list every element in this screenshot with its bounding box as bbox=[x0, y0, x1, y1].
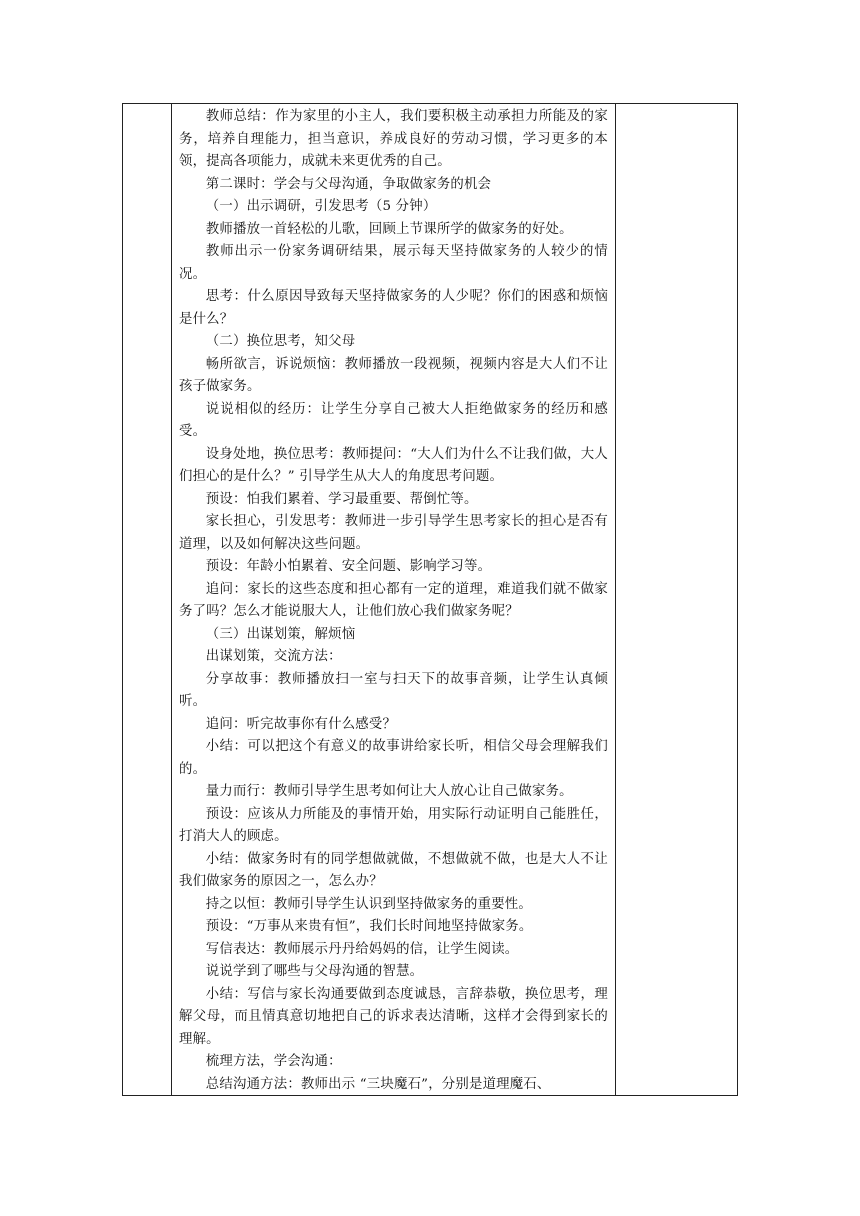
paragraph-section-one-heading: （一）出示调研，引发思考（5 分钟） bbox=[205, 199, 437, 214]
paragraph-section-three-heading: （三）出谋划策，解烦恼 bbox=[205, 626, 356, 642]
table-column-divider-right bbox=[615, 104, 616, 1095]
paragraph-preset-4: 预设：“万事从来贵有恒”，我们长时间地坚持做家务。 bbox=[205, 919, 533, 934]
paragraph-teacher-summary: 教师总结：作为家里的小主人，我们要积极主动承担力所能及的家务，培养自理能力，担当意识，养成良好的劳动习惯，学习更多的本领，提高各项能力，成就未来更优秀的自己。 bbox=[179, 109, 608, 169]
paragraph-act-within-ability: 量力而行：教师引导学生思考如何让大人放心让自己做家务。 bbox=[205, 784, 573, 799]
paragraph-show-survey: 教师出示一份家务调研结果，展示每天坚持做家务的人较少的情况。 bbox=[179, 244, 608, 282]
lesson-plan-table bbox=[122, 103, 738, 1096]
paragraph-preset-2: 预设：年龄小怕累着、安全问题、影响学习等。 bbox=[205, 559, 492, 574]
paragraph-write-letter: 写信表达：教师展示丹丹给妈妈的信，让学生阅读。 bbox=[205, 941, 519, 957]
paragraph-play-song: 教师播放一首轻松的儿歌，回顾上节课所学的做家务的好处。 bbox=[205, 221, 573, 237]
paragraph-three-magic-stones: 总结沟通方法：教师出示 “三块魔石”，分别是道理魔石、 bbox=[205, 1076, 551, 1092]
paragraph-second-lesson-title: 第二课时：学会与父母沟通，争取做家务的机会 bbox=[205, 176, 492, 192]
paragraph-exchange-methods: 出谋划策，交流方法： bbox=[205, 649, 342, 664]
paragraph-communication-wisdom: 说说学到了哪些与父母沟通的智慧。 bbox=[205, 964, 424, 979]
paragraph-summary-story: 小结：可以把这个有意义的故事讲给家长听，相信父母会理解我们的。 bbox=[179, 739, 608, 777]
paragraph-parent-worries: 家长担心，引发思考：教师进一步引导学生思考家长的担心是否有道理，以及如何解决这些问题。 bbox=[179, 514, 608, 552]
paragraph-similar-experience: 说说相似的经历：让学生分享自己被大人拒绝做家务的经历和感受。 bbox=[179, 401, 608, 439]
paragraph-preset-3: 预设：应该从力所能及的事情开始，用实际行动证明自己能胜任，打消大人的顾虑。 bbox=[179, 806, 608, 844]
paragraph-persevere: 持之以恒：教师引导学生认识到坚持做家务的重要性。 bbox=[205, 896, 532, 912]
paragraph-share-story: 分享故事：教师播放扫一室与扫天下的故事音频，让学生认真倾听。 bbox=[179, 671, 608, 709]
paragraph-share-troubles: 畅所欲言，诉说烦恼：教师播放一段视频，视频内容是大人们不让孩子做家务。 bbox=[179, 356, 608, 394]
paragraph-think-question: 思考：什么原因导致每天坚持做家务的人少呢？你们的困惑和烦恼是什么？ bbox=[179, 289, 608, 327]
paragraph-section-two-heading: （二）换位思考，知父母 bbox=[205, 334, 356, 349]
paragraph-follow-up-question: 追问：家长的这些态度和担心都有一定的道理，难道我们就不做家务了吗？怎么才能说服大人，让他们放心我们做家务呢？ bbox=[179, 581, 608, 619]
paragraph-story-feeling: 追问：听完故事你有什么感受？ bbox=[205, 716, 397, 732]
paragraph-summary-letter: 小结：写信与家长沟通要做到态度诚恳，言辞恭敬，换位思考，理解父母，而且情真意切地把自己的诉求表达清晰，这样才会得到家长的理解。 bbox=[179, 986, 608, 1047]
paragraph-perspective-taking: 设身处地，换位思考：教师提问：“大人们为什么不让我们做，大人们担心的是什么？” 引导学生从大人的角度思考问题。 bbox=[179, 446, 608, 484]
paragraph-preset-1: 预设：怕我们累着、学习最重要、帮倒忙等。 bbox=[205, 491, 478, 507]
lesson-content-cell bbox=[172, 104, 615, 1095]
paragraph-summary-consistency-issue: 小结：做家务时有的同学想做就做，不想做就不做，也是大人不让我们做家务的原因之一，怎么办？ bbox=[179, 851, 608, 889]
paragraph-sort-methods: 梳理方法，学会沟通： bbox=[205, 1054, 342, 1069]
